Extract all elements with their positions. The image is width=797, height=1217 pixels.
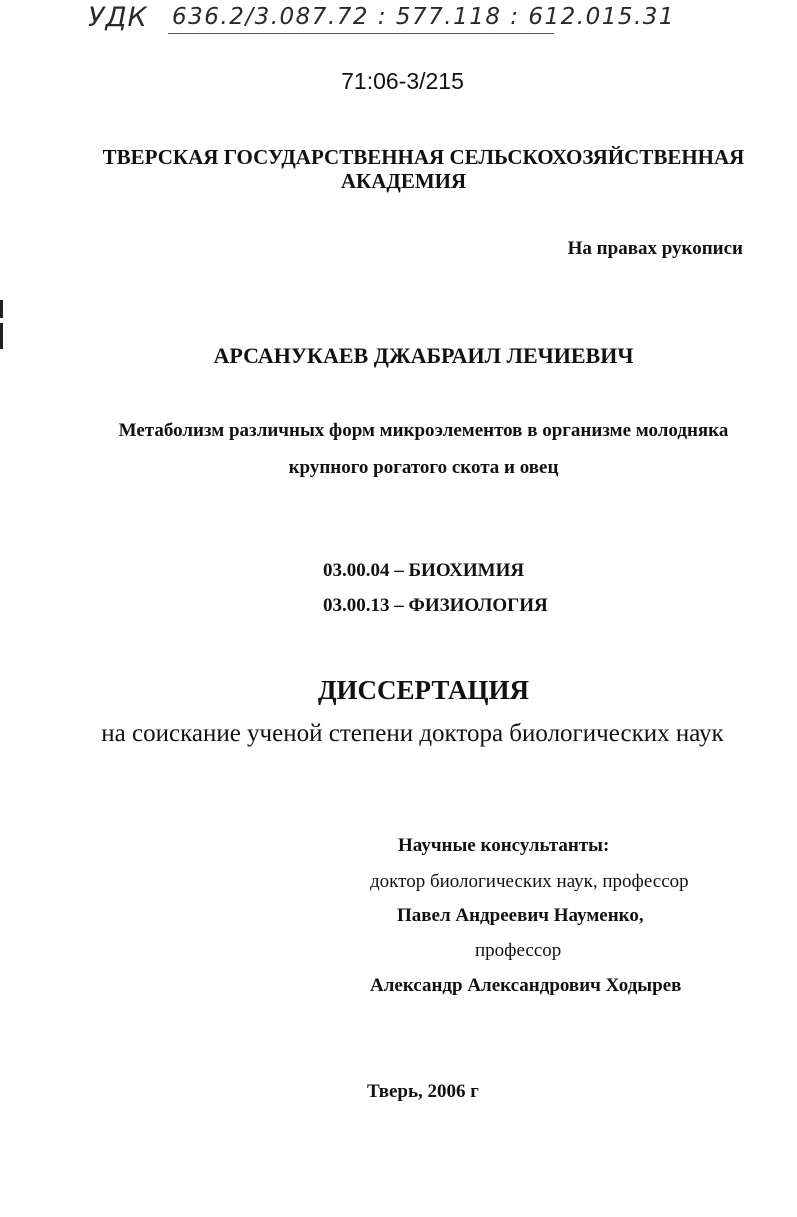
document-type: ДИССЕРТАЦИЯ	[317, 675, 530, 705]
author-name: АРСАНУКАЕВ ДЖАБРАИЛ ЛЕЧИЕВИЧ	[213, 343, 634, 368]
dissertation-title-line1: Метаболизм различных форм микроэлементов в организме молодняка	[118, 420, 729, 441]
dissertation-title-line2: крупного рогатого скота и овец	[288, 457, 559, 478]
institution-name-line1: ТВЕРСКАЯ ГОСУДАРСТВЕННАЯ СЕЛЬСКОХОЗЯЙСТВЕННАЯ	[102, 145, 745, 169]
rights-note: На правах рукописи	[567, 238, 743, 259]
udk-underline	[168, 33, 554, 34]
consultant-1-name: Павел Андреевич Науменко,	[397, 905, 644, 926]
consultant-1-degree: доктор биологических наук, профессор	[370, 871, 689, 892]
specialty-physiology: 03.00.13 – ФИЗИОЛОГИЯ	[323, 595, 548, 616]
consultant-2-title: профессор	[475, 940, 562, 961]
udk-label: УДК	[88, 2, 148, 33]
udk-code: 636.2/3.087.72 : 577.118 : 612.015.31	[172, 4, 676, 30]
institution-name-line2: АКАДЕМИЯ	[340, 169, 467, 193]
margin-mark	[0, 300, 3, 318]
city-year: Тверь, 2006 г	[367, 1081, 479, 1102]
specialty-biochemistry: 03.00.04 – БИОХИМИЯ	[323, 560, 525, 581]
catalog-number: 71:06-3/215	[341, 68, 464, 94]
consultants-heading: Научные консультанты:	[398, 835, 610, 856]
degree-line: на соискание ученой степени доктора биологических наук	[101, 720, 724, 747]
consultant-2-name: Александр Александрович Ходырев	[370, 975, 682, 996]
